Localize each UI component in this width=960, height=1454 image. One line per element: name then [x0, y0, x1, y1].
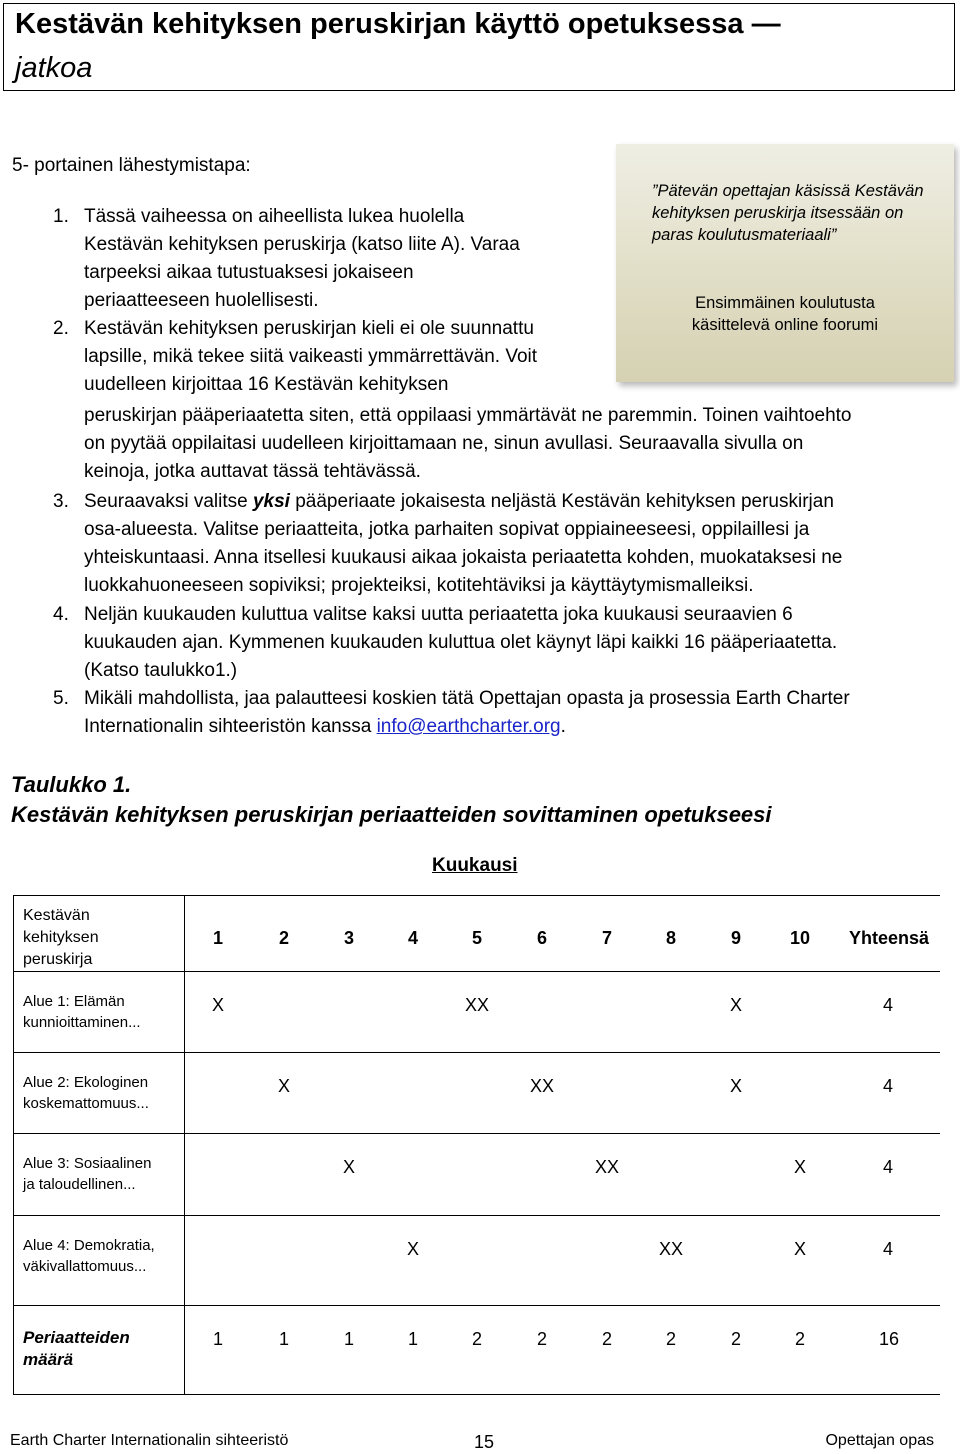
title-box: [3, 3, 955, 91]
row-label-line: kunnioittaminen...: [23, 1014, 141, 1031]
row-label-line: Alue 4: Demokratia,: [23, 1237, 155, 1254]
row-total: 4: [882, 1157, 894, 1177]
mark: X: [406, 1239, 420, 1259]
table-rule: [13, 895, 14, 1395]
page-number: 15: [474, 1432, 495, 1452]
step2-line2: lapsille, mikä tekee siitä vaikeasti ymmärrettävän. Voit: [84, 346, 538, 367]
month-9: 9: [730, 928, 742, 948]
step1-line2: Kestävän kehityksen peruskirja (katso liite A). Varaa: [84, 234, 520, 255]
count: 1: [278, 1329, 290, 1349]
header-label-line: peruskirja: [23, 951, 93, 968]
row-label-line: koskemattomuus...: [23, 1095, 149, 1112]
table-rule: [13, 1133, 940, 1134]
step5-post: .: [560, 716, 566, 737]
month-4: 4: [407, 928, 419, 948]
count: 2: [665, 1329, 677, 1349]
step-number-1: 1.: [53, 206, 69, 227]
callout-box: [616, 144, 954, 382]
mark: X: [793, 1239, 807, 1259]
month-10: 10: [789, 928, 811, 948]
step4-line1: Neljän kuukauden kuluttua valitse kaksi uutta periaatetta joka kuukausi seuraavien 6: [84, 604, 793, 625]
step3-line2: osa-alueesta. Valitse periaatteita, jotka parhaiten sopivat oppiaineeseesi, oppilaillesi ja: [84, 519, 810, 540]
footer-organization: Earth Charter Internationalin sihteeristö: [10, 1432, 289, 1449]
step3-line4: luokkahuoneeseen sopiviksi; projekteiksi, kotitehtäviksi ja käyttäytymismalleiksi.: [84, 575, 754, 596]
header-label-line: Kestävän: [23, 907, 90, 924]
row-label: [23, 1235, 155, 1277]
step3-pre: Seuraavaksi valitse: [84, 491, 253, 512]
month-8: 8: [665, 928, 677, 948]
count: 1: [407, 1329, 419, 1349]
count-total: 16: [878, 1329, 900, 1349]
table-rule: [13, 971, 940, 972]
row-total: 4: [882, 1076, 894, 1096]
count: 1: [212, 1329, 224, 1349]
row-label-line: Alue 2: Ekologinen: [23, 1074, 149, 1091]
month-heading: Kuukausi: [432, 855, 518, 876]
callout-quote: ”Pätevän opettajan käsissä Kestävän kehityksen peruskirja itsessään on paras koulutusmateriaali”: [652, 182, 924, 244]
mark: XX: [594, 1157, 620, 1177]
step1-line1: Tässä vaiheessa on aiheellista lukea huolella: [84, 206, 465, 227]
step-number-2: 2.: [53, 318, 69, 339]
month-6: 6: [536, 928, 548, 948]
count: 1: [343, 1329, 355, 1349]
table-title: Kestävän kehityksen peruskirjan periaatteiden sovittaminen opetukseesi: [11, 802, 772, 827]
step4-line3: (Katso taulukko1.): [84, 660, 238, 681]
step5-line2: [84, 713, 566, 741]
count: 2: [536, 1329, 548, 1349]
count: 2: [794, 1329, 806, 1349]
mark: XX: [529, 1076, 555, 1096]
step2-line6: keinoja, jotka auttavat tässä tehtävässä.: [84, 461, 421, 482]
row-label-line: ja taloudellinen...: [23, 1176, 136, 1193]
step5-line1: Mikäli mahdollista, jaa palautteesi koskien tätä Opettajan opasta ja prosessia Earth Charter: [84, 688, 850, 709]
count-label: [23, 1327, 130, 1371]
count: 2: [471, 1329, 483, 1349]
row-total: 4: [882, 995, 894, 1015]
mark: X: [277, 1076, 291, 1096]
total-heading: Yhteensä: [848, 928, 930, 948]
email-link[interactable]: info@earthcharter.org: [376, 716, 561, 737]
step3-post: pääperiaate jokaisesta neljästä Kestävän kehityksen peruskirjan: [289, 491, 834, 512]
row-label: [23, 991, 141, 1033]
count-label-line: Periaatteiden: [23, 1328, 130, 1347]
page-subtitle: jatkoa: [15, 52, 93, 84]
count: 2: [601, 1329, 613, 1349]
step4-line2: kuukauden ajan. Kymmenen kuukauden kuluttua olet käynyt läpi kaikki 16 pääperiaatetta.: [84, 632, 838, 653]
mark: XX: [658, 1239, 684, 1259]
step1-line3: tarpeeksi aikaa tutustuaksesi jokaiseen: [84, 262, 414, 283]
callout-forum-line2: käsittelevä online foorumi: [691, 316, 879, 334]
month-3: 3: [343, 928, 355, 948]
mark: X: [211, 995, 225, 1015]
row-label: [23, 1153, 151, 1195]
table-rule: [13, 895, 940, 896]
callout-forum: [616, 292, 954, 336]
count: 2: [730, 1329, 742, 1349]
month-1: 1: [212, 928, 224, 948]
row-label: [23, 1072, 149, 1114]
step3-line3: yhteiskuntaasi. Anna itsellesi kuukausi aikaa jokaista periaatetta kohden, muokataksesi ne: [84, 547, 843, 568]
schedule-table: [13, 895, 940, 1395]
row-label-line: Alue 1: Elämän: [23, 993, 125, 1010]
row-total: 4: [882, 1239, 894, 1259]
intro-text: 5- portainen lähestymistapa:: [12, 155, 251, 176]
table-rule: [13, 1052, 940, 1053]
step2-line4: peruskirjan pääperiaatetta siten, että oppilaasi ymmärtävät ne paremmin. Toinen vaihtoehto: [84, 405, 852, 426]
month-5: 5: [471, 928, 483, 948]
step3-emphasis: yksi: [252, 491, 290, 512]
step-number-3: 3.: [53, 491, 69, 512]
row-label-line: väkivallattomuus...: [23, 1258, 147, 1275]
mark: X: [342, 1157, 356, 1177]
table-title-label: Taulukko 1.: [11, 772, 132, 797]
step-number-5: 5.: [53, 688, 69, 709]
table-rule: [13, 1394, 940, 1395]
header-label: [23, 905, 99, 971]
row-label-line: Alue 3: Sosiaalinen: [23, 1155, 152, 1172]
step-number-4: 4.: [53, 604, 69, 625]
mark: X: [729, 995, 743, 1015]
table-rule: [13, 1305, 940, 1306]
mark: X: [793, 1157, 807, 1177]
mark: XX: [464, 995, 490, 1015]
footer-guide-name: Opettajan opas: [825, 1432, 934, 1449]
header-label-line: kehityksen: [23, 929, 99, 946]
month-2: 2: [278, 928, 290, 948]
step5-pre: Internationalin sihteeristön kanssa: [84, 716, 377, 737]
table-rule: [13, 1215, 940, 1216]
step2-line3: uudelleen kirjoittaa 16 Kestävän kehityksen: [84, 374, 449, 395]
count-label-line: määrä: [23, 1350, 74, 1369]
table-rule: [184, 895, 185, 1395]
callout-forum-line1: Ensimmäinen koulutusta: [695, 294, 875, 312]
mark: X: [729, 1076, 743, 1096]
step2-line5: on pyytää oppilaitasi uudelleen kirjoittamaan ne, sinun avullasi. Seuraavalla sivulla on: [84, 433, 804, 454]
step3-line1: [84, 488, 834, 516]
page-title: Kestävän kehityksen peruskirjan käyttö opetuksessa —: [15, 8, 781, 40]
month-7: 7: [601, 928, 613, 948]
step1-line4: periaatteeseen huolellisesti.: [84, 290, 319, 311]
step2-line1: Kestävän kehityksen peruskirjan kieli ei ole suunnattu: [84, 318, 534, 339]
